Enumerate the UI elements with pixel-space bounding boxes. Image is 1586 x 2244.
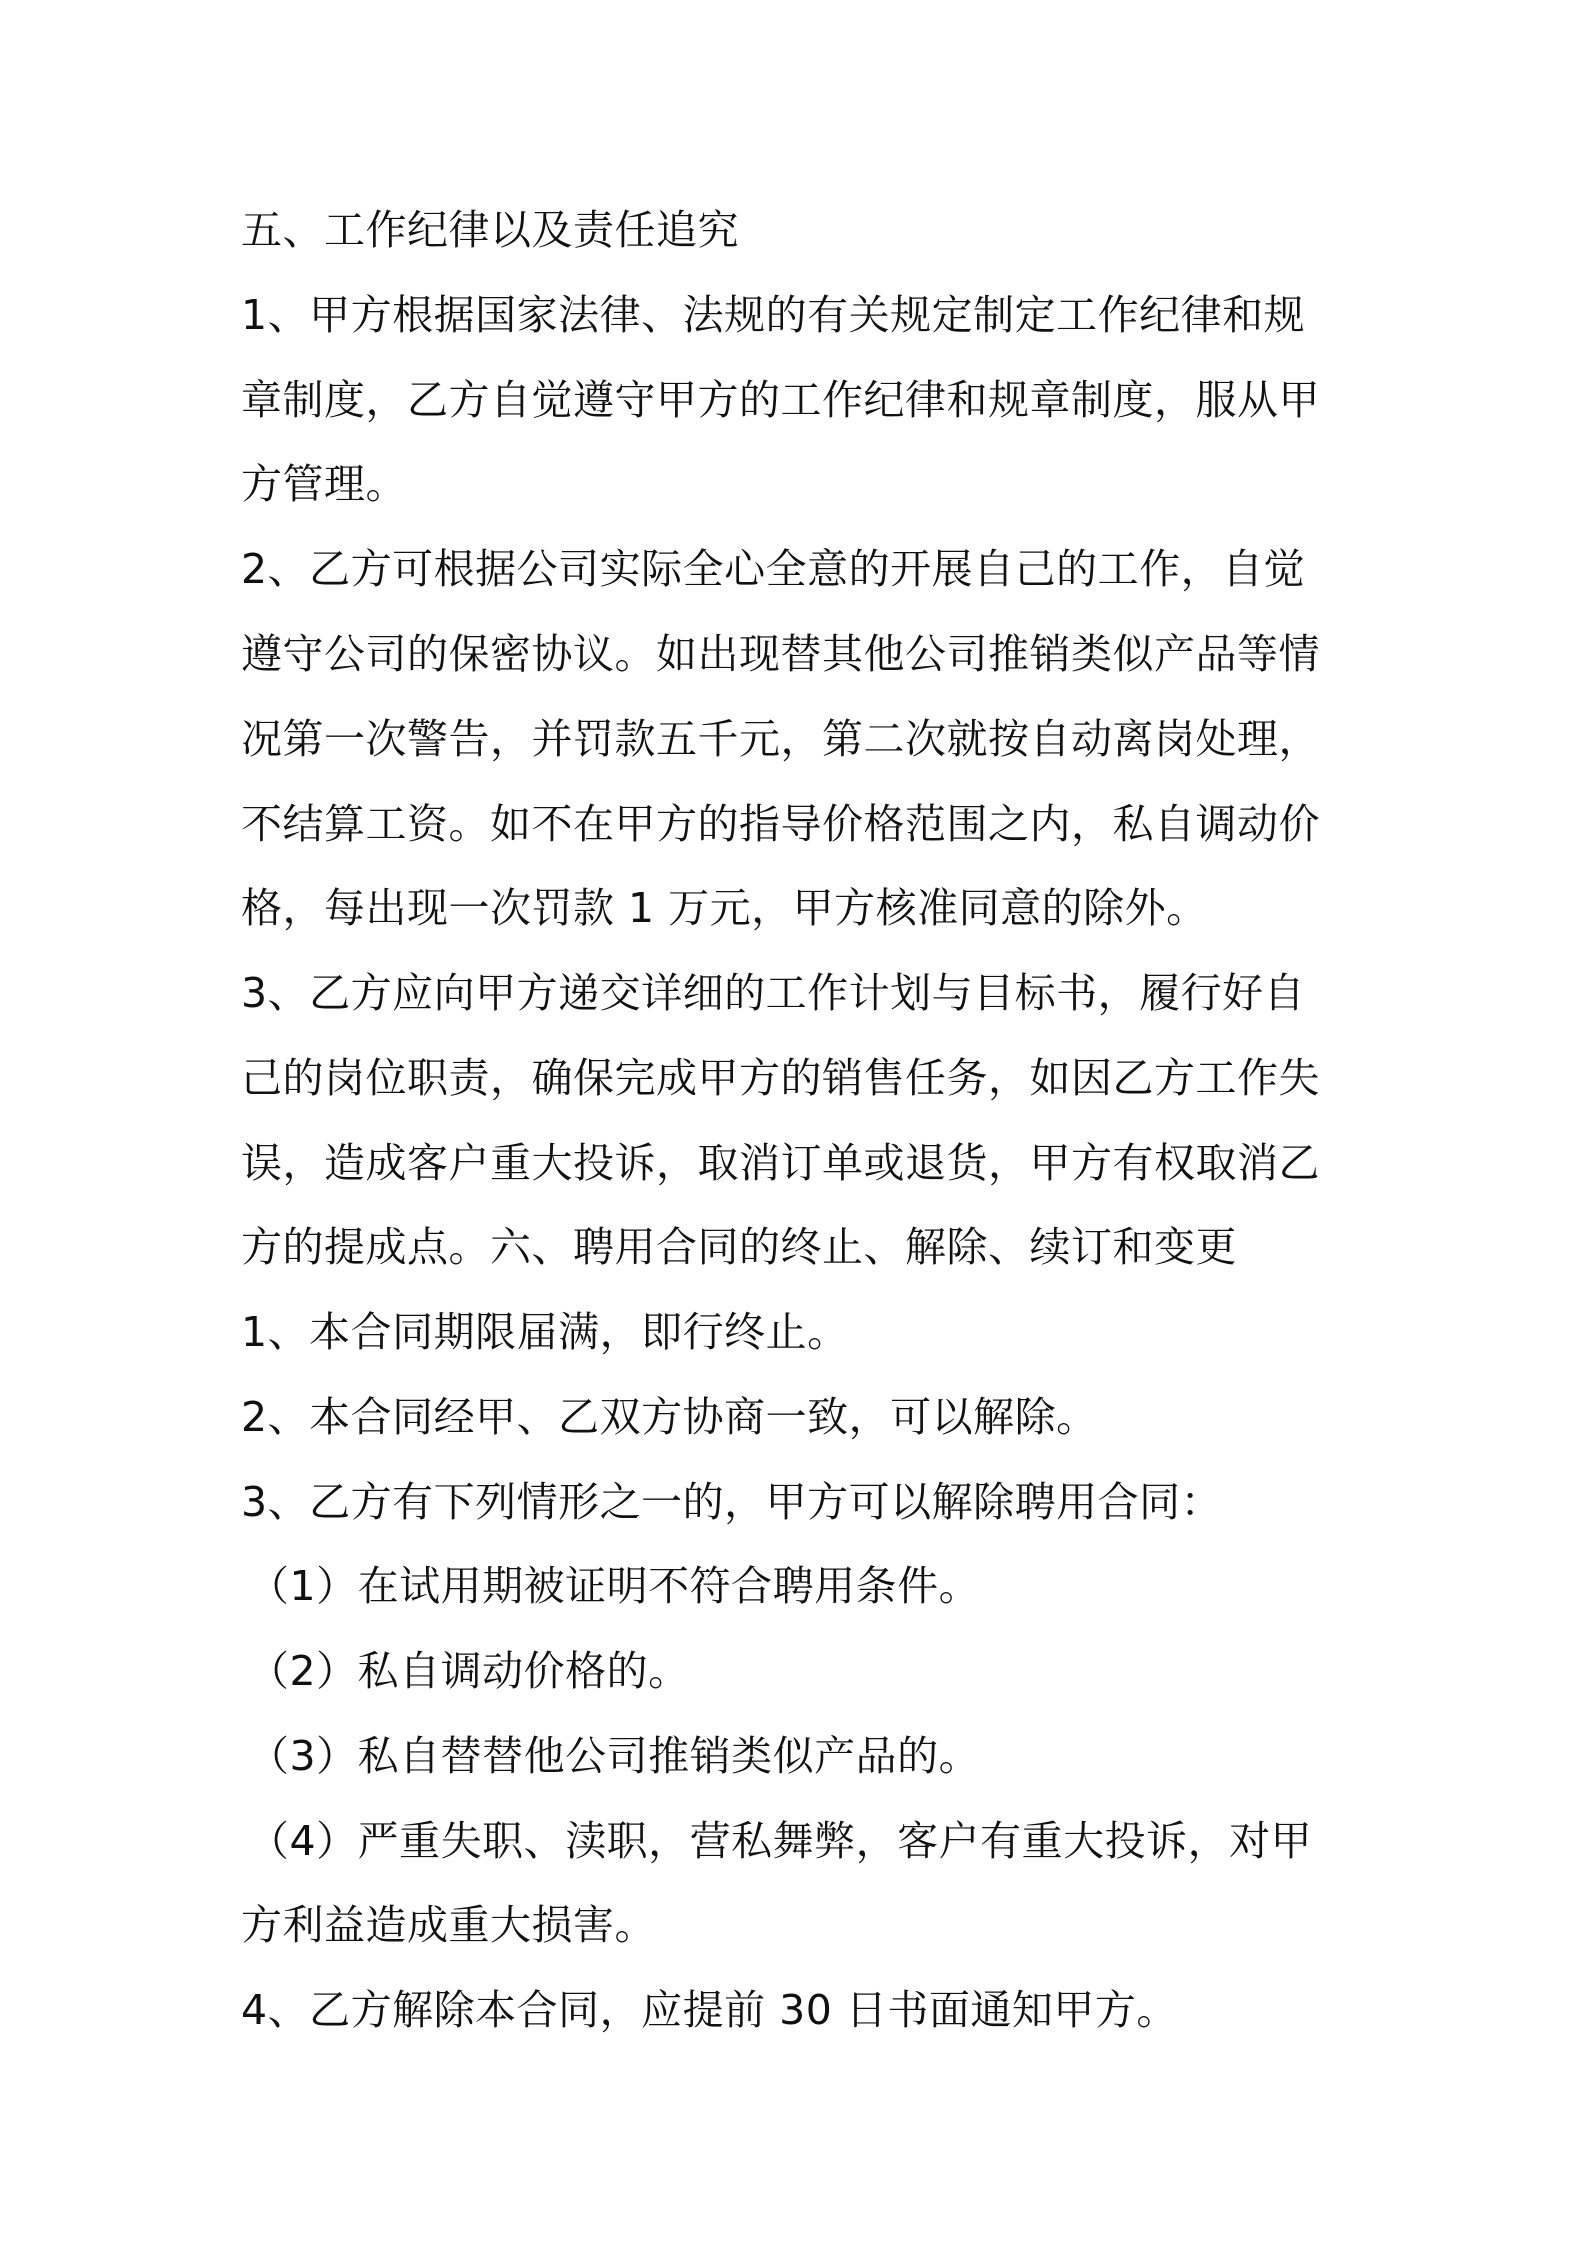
text-line: 方管理。 xyxy=(241,460,407,508)
text-line: 不结算工资。如不在甲方的指导价格范围之内，私自调动价 xyxy=(241,800,1320,848)
section-heading-five: 五、工作纪律以及责任追究 xyxy=(241,206,739,254)
text-line: 1、甲方根据国家法律、法规的有关规定制定工作纪律和规 xyxy=(241,291,1306,339)
text-line: 2、本合同经甲、乙双方协商一致，可以解除。 xyxy=(241,1393,1098,1441)
list-item: （3）私自替替他公司推销类似产品的。 xyxy=(248,1732,981,1780)
text-line: 2、乙方可根据公司实际全心全意的开展自己的工作，自觉 xyxy=(241,545,1306,593)
text-line: 遵守公司的保密协议。如出现替其他公司推销类似产品等情 xyxy=(241,630,1320,678)
text-line: 1、本合同期限届满，即行终止。 xyxy=(241,1308,849,1356)
text-line: 格，每出现一次罚款 1 万元，甲方核准同意的除外。 xyxy=(241,884,1208,932)
text-line: 3、乙方应向甲方递交详细的工作计划与目标书，履行好自 xyxy=(241,969,1306,1017)
text-line: 己的岗位职责，确保完成甲方的销售任务，如因乙方工作失 xyxy=(241,1054,1320,1102)
list-item: （4）严重失职、渎职，营私舞弊，客户有重大投诉，对甲 xyxy=(248,1817,1313,1865)
text-line: 章制度，乙方自觉遵守甲方的工作纪律和规章制度，服从甲 xyxy=(241,376,1320,424)
text-line: 误，造成客户重大投诉，取消订单或退货，甲方有权取消乙 xyxy=(241,1139,1320,1187)
text-line: 况第一次警告，并罚款五千元，第二次就按自动离岗处理， xyxy=(241,715,1320,763)
list-item: （1）在试用期被证明不符合聘用条件。 xyxy=(248,1562,981,1610)
list-item: （2）私自调动价格的。 xyxy=(248,1647,690,1695)
text-line: 3、乙方有下列情形之一的，甲方可以解除聘用合同： xyxy=(241,1478,1223,1526)
text-line: 方利益造成重大损害。 xyxy=(241,1901,656,1949)
text-line: 4、乙方解除本合同，应提前 30 日书面通知甲方。 xyxy=(241,1986,1178,2034)
text-line: 方的提成点。六、聘用合同的终止、解除、续订和变更 xyxy=(241,1223,1237,1271)
